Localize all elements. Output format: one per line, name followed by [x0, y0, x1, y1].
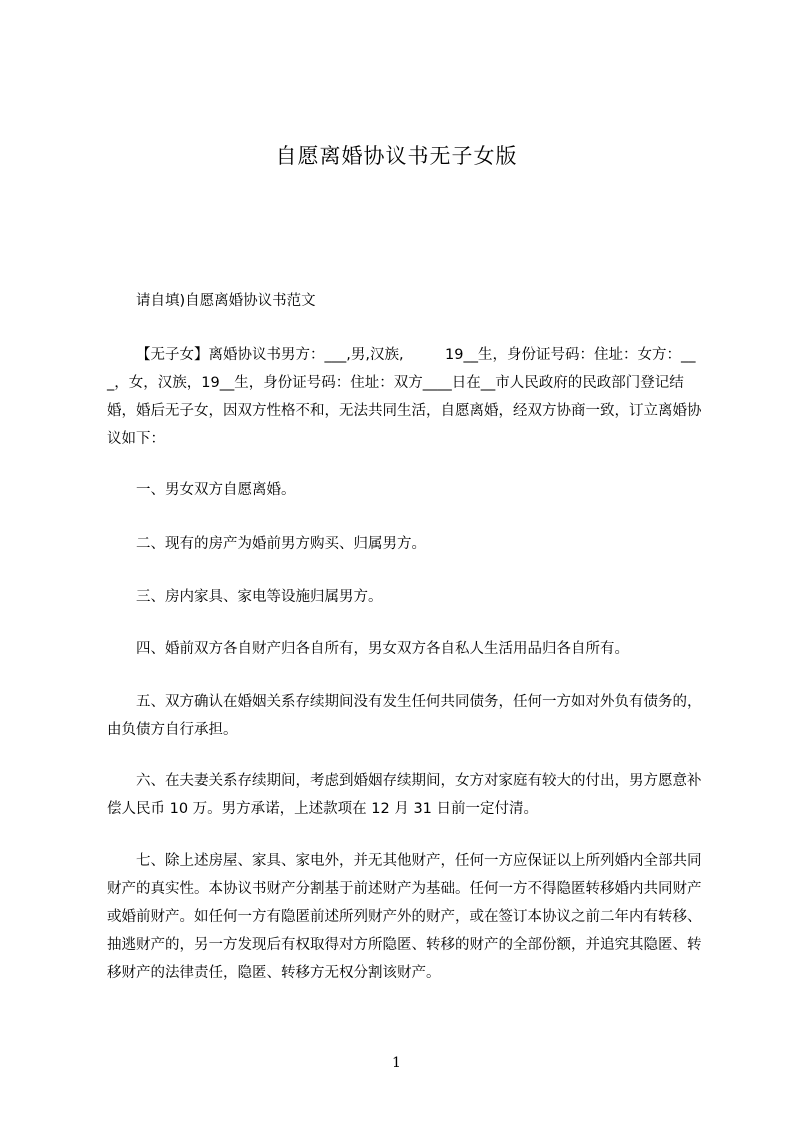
clause-2: 二、现有的房产为婚前男方购买、归属男方。 — [136, 536, 426, 552]
clause-1: 一、男女双方自愿离婚。 — [136, 482, 296, 498]
paragraph-parties: 【无子女】离婚协议书男方：___,男,汉族, 19__生，身份证号码：住址：女方：___，女，汉族，19__生，身份证号码：住址：双方____日在__市人民政府的民政部门登记结婚，婚后无子女，因双方性格不和，无法共同生活，自愿离婚，经双方协商一致，订立离婚协议如下： — [107, 347, 702, 447]
page-number: 1 — [392, 1055, 401, 1071]
clause-3: 三、房内家具、家电等设施归属男方。 — [136, 589, 383, 605]
clause-7: 七、除上述房屋、家具、家电外，并无其他财产，任何一方应保证以上所列婚内全部共同财产的真实性。本协议书财产分割基于前述财产为基础。任何一方不得隐匿转移婚内共同财产或婚前财产。如任何一方有隐匿前述所列财产外的财产，或在签订本协议之前二年内有转移、抽逃财产的，另一方发现后有权取得对方所隐匿、转移的财产的全部份额，并追究其隐匿、转移财产的法律责任，隐匿、转移方无权分割该财产。 — [107, 853, 702, 981]
clause-6: 六、在夫妻关系存续期间，考虑到婚姻存续期间，女方对家庭有较大的付出，男方愿意补偿人民币 10 万。男方承诺，上述款项在 12 月 31 日前一定付清。 — [107, 773, 702, 817]
document-title: 自愿离婚协议书无子女版 — [275, 144, 518, 168]
clause-5: 五、双方确认在婚姻关系存续期间没有发生任何共同债务，任何一方如对外负有债务的，由负债方自行承担。 — [107, 694, 702, 738]
paragraph-intro: 请自填)自愿离婚协议书范文 — [136, 293, 316, 309]
clause-4: 四、婚前双方各自财产归各自所有，男女双方各自私人生活用品归各自所有。 — [136, 641, 629, 657]
